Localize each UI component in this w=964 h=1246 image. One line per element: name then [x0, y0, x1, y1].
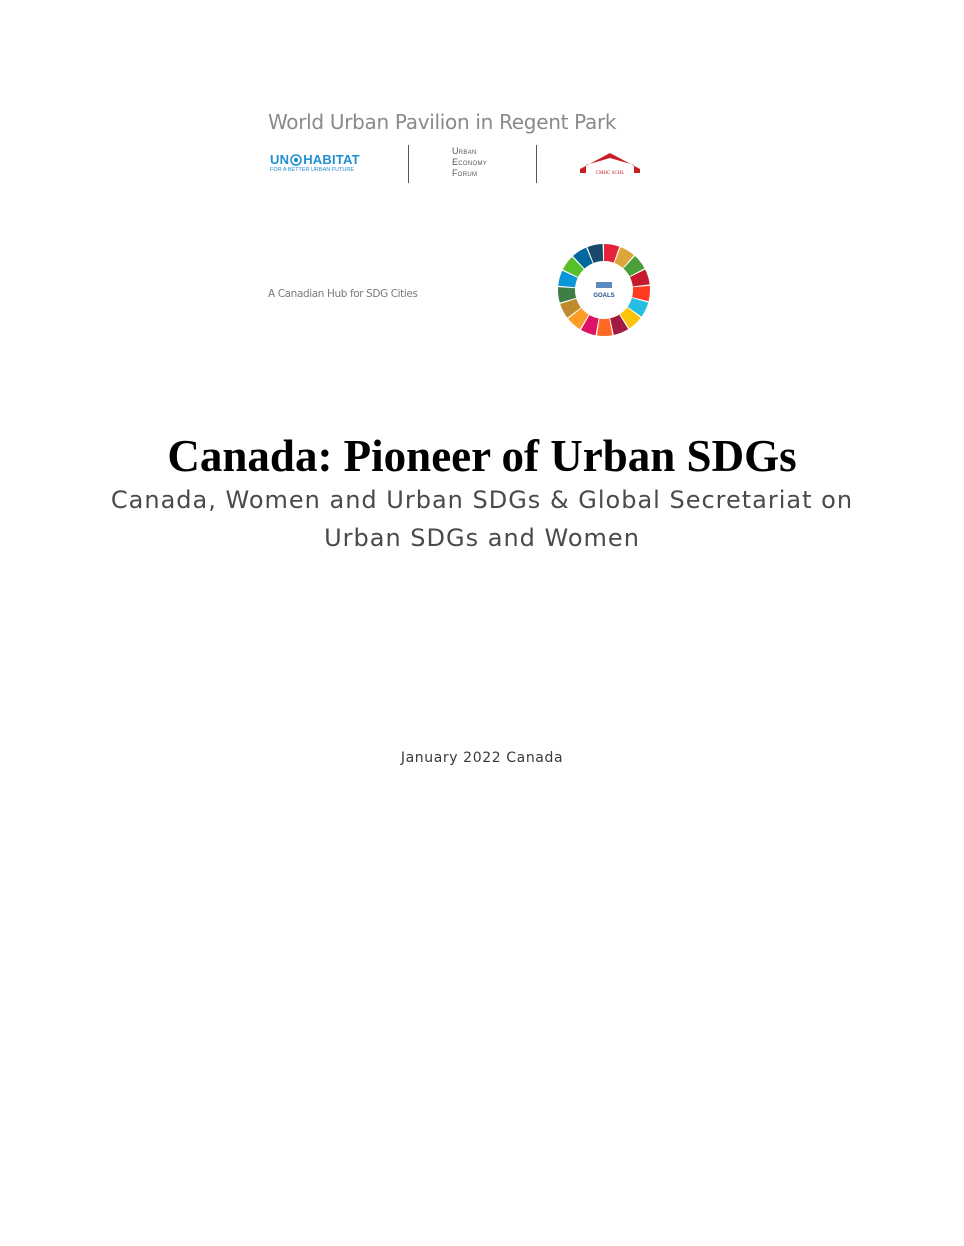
uef-line-3: Forum	[452, 168, 478, 178]
logo-divider	[536, 145, 537, 183]
un-emblem-icon	[596, 282, 612, 288]
unhabitat-tagline: FOR A BETTER URBAN FUTURE	[270, 167, 355, 173]
unhabitat-habitat-text: HABITAT	[303, 152, 360, 167]
unhabitat-un-text: UN	[270, 152, 290, 167]
un-globe-icon	[290, 154, 302, 166]
publication-date: January 2022 Canada	[400, 750, 564, 766]
sdg-wheel-icon	[556, 242, 652, 338]
pavilion-title: World Urban Pavilion in Regent Park	[268, 110, 617, 134]
hub-tagline: A Canadian Hub for SDG Cities	[268, 288, 418, 300]
sdg-goals-label: GOALS	[593, 293, 615, 299]
logo-divider	[408, 145, 409, 183]
uef-line-1: Urban	[452, 146, 477, 156]
cmhc-text: CMHC SCHL	[595, 171, 625, 176]
cmhc-logo	[578, 151, 642, 181]
page-title: Canada: Pioneer of Urban SDGs	[167, 431, 797, 481]
partner-logos	[268, 145, 648, 185]
cmhc-roof-icon	[578, 151, 642, 173]
page-subtitle: Canada, Women and Urban SDGs & Global Secretariat on Urban SDGs and Women	[110, 486, 854, 552]
unhabitat-logo	[270, 153, 400, 174]
urban-economy-forum-logo	[452, 146, 487, 179]
sdg-segment	[597, 318, 613, 336]
uef-line-2: Economy	[452, 157, 488, 167]
unhabitat-wordmark	[270, 153, 400, 167]
